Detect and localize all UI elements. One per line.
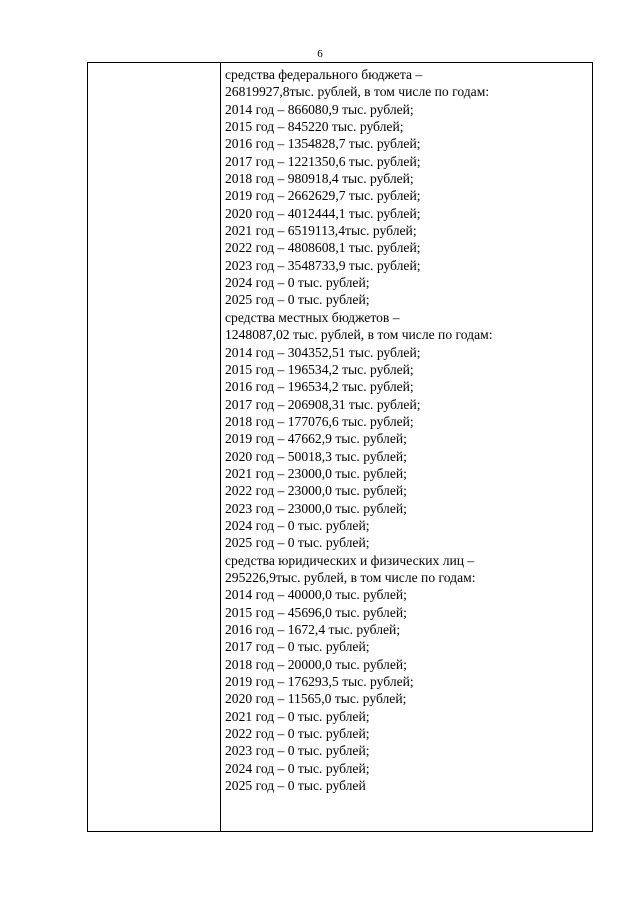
- table-left-cell: [88, 63, 221, 831]
- text-line: 2020 год – 50018,3 тыс. рублей;: [225, 448, 407, 464]
- text-line: 2019 год – 47662,9 тыс. рублей;: [225, 431, 407, 447]
- text-line: 2019 год – 2662629,7 тыс. рублей;: [225, 188, 421, 204]
- text-line: средства местных бюджетов –: [225, 309, 400, 325]
- text-line: 26819927,8тыс. рублей, в том числе по годам:: [225, 84, 490, 100]
- text-line: 2014 год – 304352,51 тыс. рублей;: [225, 344, 421, 360]
- text-line: 2021 год – 23000,0 тыс. рублей;: [225, 465, 407, 481]
- text-line: средства юридических и физических лиц –: [225, 552, 475, 568]
- text-line: 2022 год – 4808608,1 тыс. рублей;: [225, 240, 421, 256]
- text-line: 295226,9тыс. рублей, в том числе по годам:: [225, 569, 476, 585]
- text-line: 2023 год – 23000,0 тыс. рублей;: [225, 500, 407, 516]
- text-line: 2025 год – 0 тыс. рублей;: [225, 292, 370, 308]
- text-line: 2023 год – 0 тыс. рублей;: [225, 743, 370, 759]
- table-right-cell: [225, 66, 590, 794]
- text-line: 2024 год – 0 тыс. рублей;: [225, 760, 370, 776]
- text-line: 2017 год – 206908,31 тыс. рублей;: [225, 396, 421, 412]
- text-line: 2021 год – 6519113,4тыс. рублей;: [225, 223, 417, 239]
- text-line: 2014 год – 40000,0 тыс. рублей;: [225, 587, 407, 603]
- text-line: 2017 год – 0 тыс. рублей;: [225, 639, 370, 655]
- text-line: 2017 год – 1221350,6 тыс. рублей;: [225, 153, 421, 169]
- text-line: 2015 год – 45696,0 тыс. рублей;: [225, 604, 407, 620]
- text-line: 2016 год – 1672,4 тыс. рублей;: [225, 622, 401, 637]
- text-line: 2020 год – 4012444,1 тыс. рублей;: [225, 205, 421, 221]
- text-line: 2024 год – 0 тыс. рублей;: [225, 517, 370, 533]
- text-line: 2025 год – 0 тыс. рублей: [225, 778, 366, 794]
- page-number: 6: [317, 48, 323, 60]
- text-line: 2023 год – 3548733,9 тыс. рублей;: [225, 257, 421, 273]
- text-line: средства федерального бюджета –: [225, 67, 423, 82]
- funding-table: [87, 62, 593, 832]
- text-line: 2020 год – 11565,0 тыс. рублей;: [225, 691, 407, 707]
- text-line: 2019 год – 176293,5 тыс. рублей;: [225, 674, 414, 690]
- text-line: 2016 год – 196534,2 тыс. рублей;: [225, 379, 414, 395]
- text-line: 2018 год – 20000,0 тыс. рублей;: [225, 656, 407, 672]
- text-line: 1248087,02 тыс. рублей, в том числе по годам:: [225, 327, 493, 343]
- text-line: 2015 год – 196534,2 тыс. рублей;: [225, 361, 414, 377]
- text-line: 2016 год – 1354828,7 тыс. рублей;: [225, 136, 421, 152]
- text-line: 2018 год – 980918,4 тыс. рублей;: [225, 171, 414, 187]
- text-line: 2022 год – 0 тыс. рублей;: [225, 726, 370, 742]
- text-line: 2015 год – 845220 тыс. рублей;: [225, 119, 404, 135]
- text-line: 2021 год – 0 тыс. рублей;: [225, 708, 370, 724]
- text-line: 2014 год – 866080,9 тыс. рублей;: [225, 101, 414, 117]
- text-line: 2022 год – 23000,0 тыс. рублей;: [225, 483, 407, 499]
- text-line: 2025 год – 0 тыс. рублей;: [225, 535, 370, 551]
- text-line: 2024 год – 0 тыс. рублей;: [225, 275, 370, 291]
- text-line: 2018 год – 177076,6 тыс. рублей;: [225, 413, 414, 429]
